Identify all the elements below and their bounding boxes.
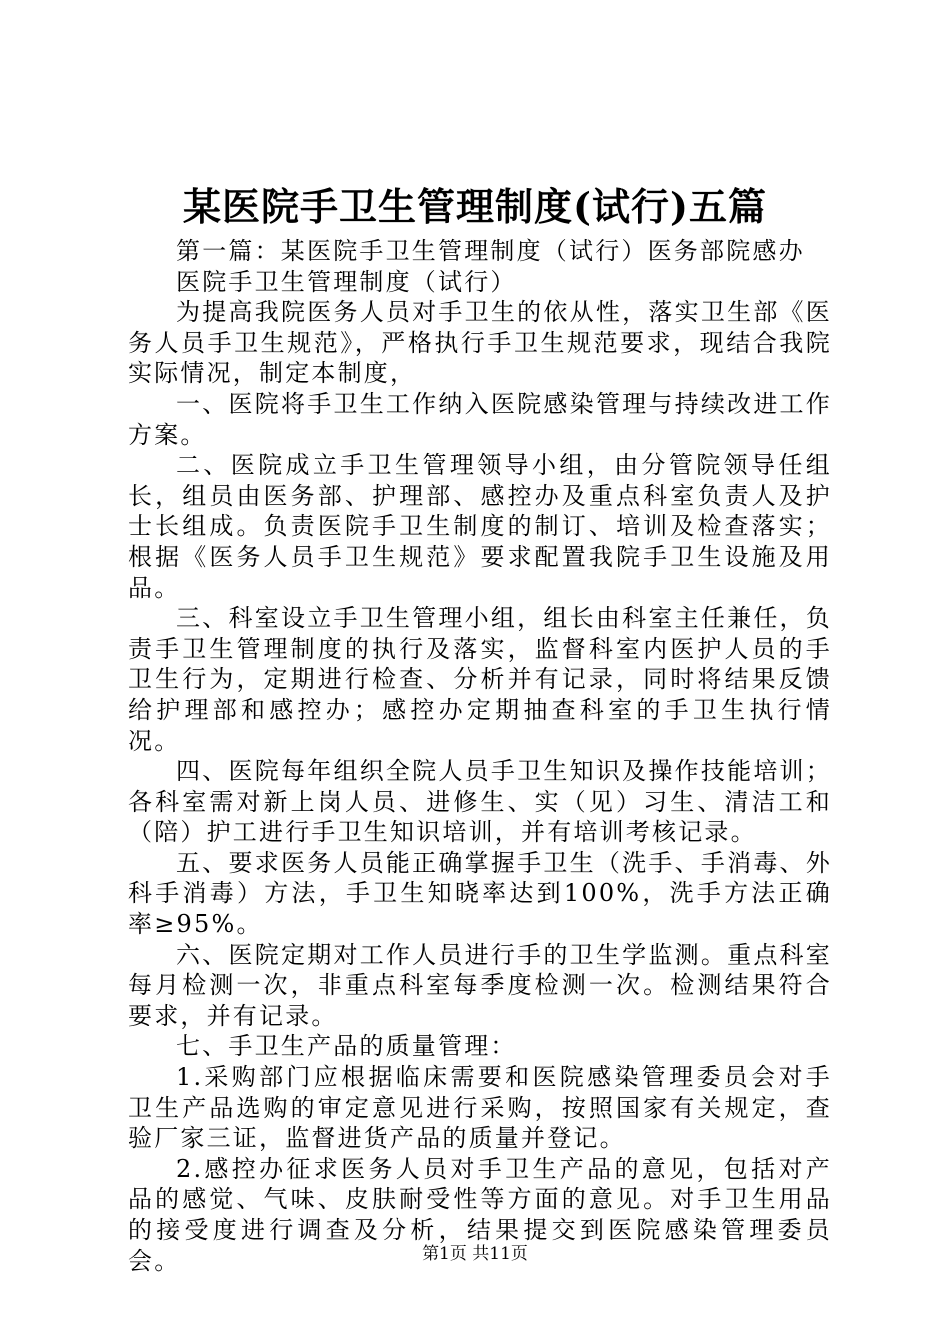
page-number: 第1页 共11页: [422, 1244, 528, 1264]
paragraph: 四、医院每年组织全院人员手卫生知识及操作技能培训；各科室需对新上岗人员、进修生、实（见）习生、清洁工和（陪）护工进行手卫生知识培训，并有培训考核记录。: [128, 757, 832, 847]
paragraph: 为提高我院医务人员对手卫生的依从性，落实卫生部《医务人员手卫生规范》，严格执行手卫生规范要求，现结合我院实际情况，制定本制度，: [128, 298, 832, 388]
document-body: [128, 236, 832, 1276]
paragraph: 七、手卫生产品的质量管理：: [176, 1032, 517, 1061]
paragraph: 一、医院将手卫生工作纳入医院感染管理与持续改进工作方案。: [128, 389, 832, 449]
document-title: 某医院手卫生管理制度(试行)五篇: [183, 184, 767, 229]
paragraph: 第一篇：某医院手卫生管理制度（试行）医务部院感办: [176, 237, 805, 265]
paragraph: 2.感控办征求医务人员对手卫生产品的意见，包括对产品的感觉、气味、皮肤耐受性等方面的意见。对手卫生用品的接受度进行调查及分析，结果提交到医院感染管理委员会。: [128, 1154, 832, 1275]
paragraph: 1.采购部门应根据临床需要和医院感染管理委员会对手卫生产品选购的审定意见进行采购，按照国家有关规定，查验厂家三证，监督进货产品的质量并登记。: [128, 1063, 832, 1153]
paragraph: 医院手卫生管理制度（试行）: [176, 267, 517, 296]
paragraph: 五、要求医务人员能正确掌握手卫生（洗手、手消毒、外科手消毒）方法，手卫生知晓率达到100%，洗手方法正确率≥95%。: [128, 848, 832, 939]
paragraph: 三、科室设立手卫生管理小组，组长由科室主任兼任，负责手卫生管理制度的执行及落实，监督科室内医护人员的手卫生行为，定期进行检查、分析并有记录，同时将结果反馈给护理部和感控办；感控办定期抽查科室的手卫生执行情况。: [128, 604, 832, 755]
paragraph: 六、医院定期对工作人员进行手的卫生学监测。重点科室每月检测一次，非重点科室每季度检测一次。检测结果符合要求，并有记录。: [128, 940, 832, 1030]
paragraph: 二、医院成立手卫生管理领导小组，由分管院领导任组长，组员由医务部、护理部、感控办及重点科室负责人及护士长组成。负责医院手卫生制度的制订、培训及检查落实；根据《医务人员手卫生规范》要求配置我院手卫生设施及用品。: [128, 451, 832, 602]
